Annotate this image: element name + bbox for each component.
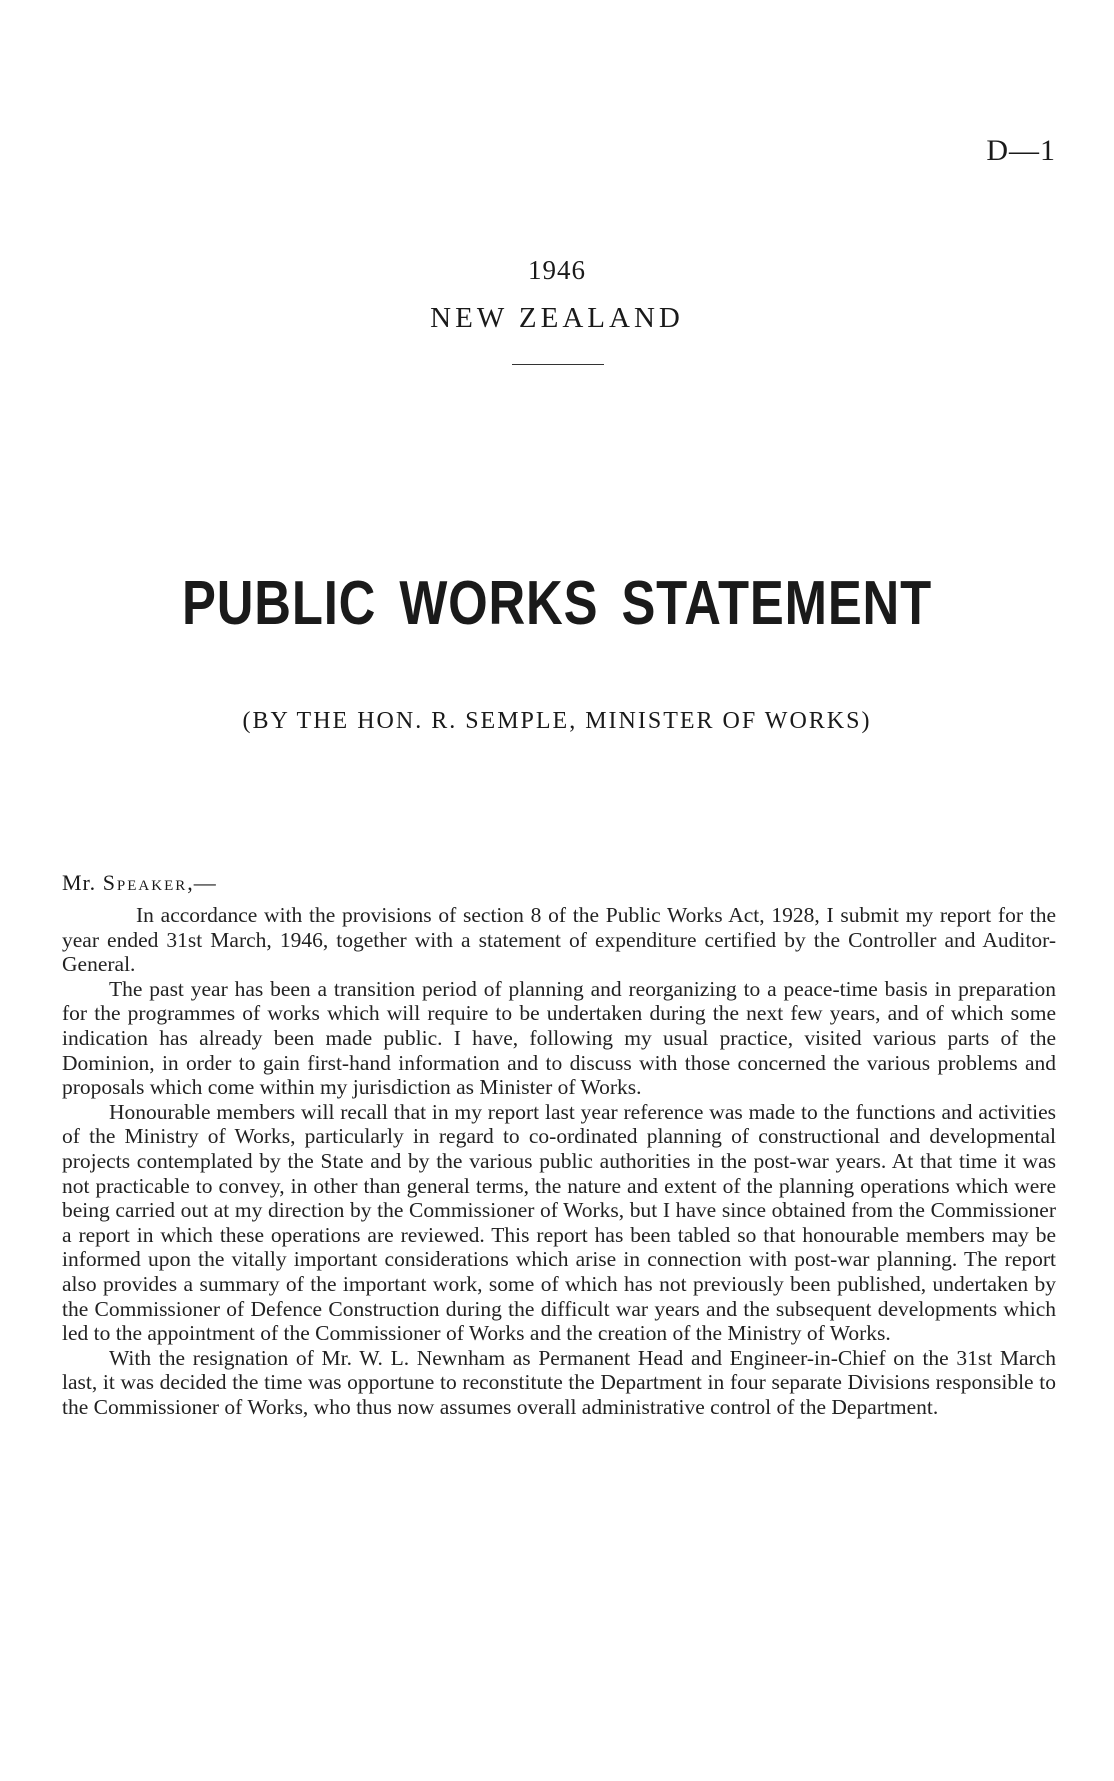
paragraph: The past year has been a transition period of planning and reorganizing to a peace-time basis in preparation for the programmes of works which will require to be undertaken during the next few years, and of which some indication has already been made public. I have, following my usual practice, visited various parts of the Dominion, in order to gain first-hand information and to discuss with those concerned the various problems and proposals which come within my jurisdiction as Minister of Works. (62, 976, 1056, 1100)
divider-rule (512, 364, 604, 365)
byline: (BY THE HON. R. SEMPLE, MINISTER OF WORKS) (242, 708, 872, 734)
statement-body (62, 903, 1056, 1419)
salutation-prefix: Mr. (62, 870, 97, 895)
salutation-suffix: ,— (187, 870, 217, 895)
salutation-name: Speaker (102, 870, 188, 895)
paragraph: With the resignation of Mr. W. L. Newnham as Permanent Head and Engineer-in-Chief on the 31st March last, it was decided the time was opportune to reconstitute the Department in four separate Divisions responsible to the Commissioner of Works, who thus now assumes overall administrative control of the Department. (62, 1345, 1056, 1419)
salutation (62, 870, 217, 896)
paragraph: In accordance with the provisions of section 8 of the Public Works Act, 1928, I submit my report for the year ended 31st March, 1946, together with a statement of expenditure certified by the Controller and Auditor-General. (62, 903, 1056, 977)
country-heading: NEW ZEALAND (430, 302, 684, 334)
publication-year: 1946 (528, 255, 586, 285)
paragraph: Honourable members will recall that in my report last year reference was made to the functions and activities of the Ministry of Works, particularly in regard to co-ordinated planning of constructional and developmental projects contemplated by the State and by the various public authorities in the post-war years. At that time it was not practicable to convey, in other than general terms, the nature and extent of the planning operations which were being carried out at my direction by the Commissioner of Works, but I have since obtained from the Commissioner a report in which these operations are reviewed. This report has been tabled so that honourable members may be informed upon the vitally important considerations which arise in connection with post-war planning. The report also provides a summary of the important work, some of which has not previously been published, undertaken by the Commissioner of Defence Construction during the difficult war years and the subsequent developments which led to the appointment of the Commissioner of Works and the creation of the Ministry of Works. (62, 1099, 1056, 1346)
document-title: PUBLIC WORKS STATEMENT (182, 569, 932, 638)
page-reference: D—1 (986, 134, 1056, 167)
